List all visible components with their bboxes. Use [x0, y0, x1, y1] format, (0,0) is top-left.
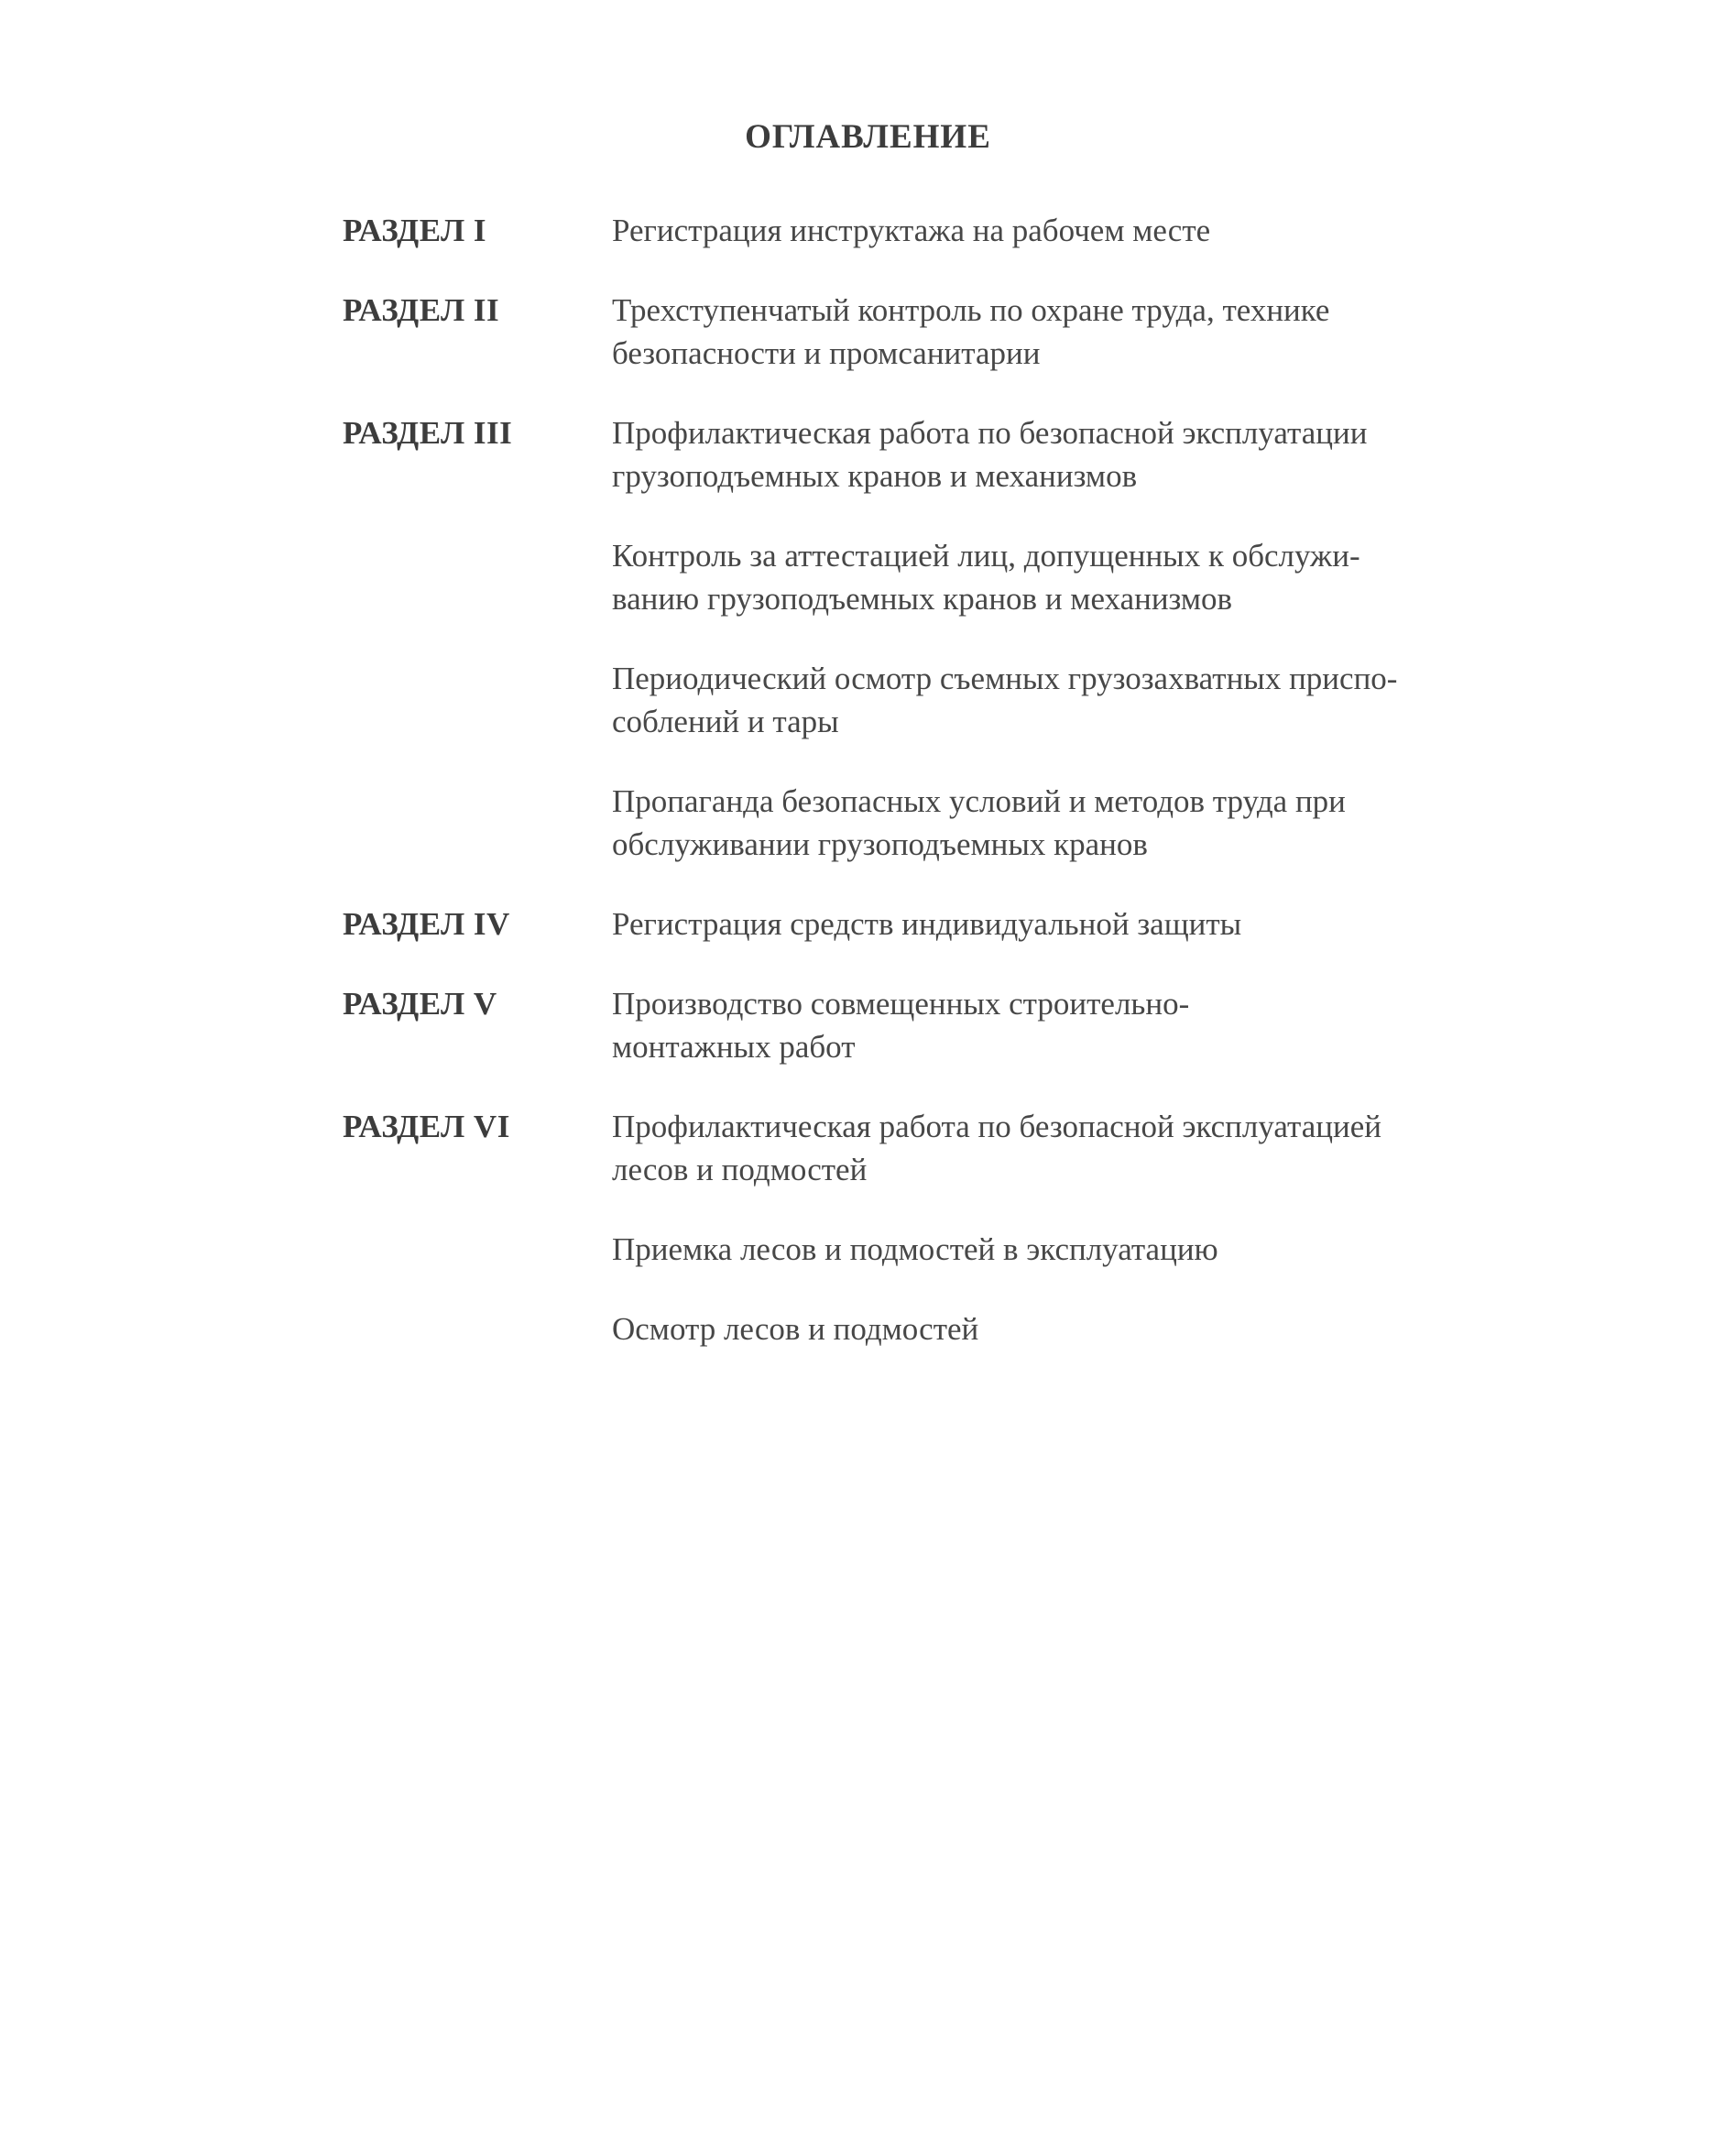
- description-line: грузоподъемных кранов и механизмов: [612, 458, 1138, 494]
- description-line: Производство совмещенных строительно-: [612, 986, 1190, 1022]
- description-line: обслуживании грузоподъемных кранов: [612, 826, 1148, 862]
- toc-entry: [343, 534, 1506, 620]
- section-description: [612, 289, 1506, 375]
- section-description: [612, 209, 1506, 252]
- description-line: Профилактическая работа по безопасной эксплуатацией: [612, 1109, 1381, 1144]
- section-label: РАЗДЕЛ II: [343, 292, 500, 328]
- section-description: [612, 411, 1506, 497]
- description-line: Трехступенчатый контроль по охране труда, технике: [612, 292, 1330, 328]
- toc-entry: [343, 1228, 1506, 1271]
- toc-entry: [343, 657, 1506, 743]
- section-label: РАЗДЕЛ V: [343, 986, 497, 1022]
- section-description: [612, 1307, 1506, 1350]
- toc-entry: [343, 902, 1506, 946]
- description-line: Регистрация средств индивидуальной защиты: [612, 906, 1242, 942]
- toc-list: [343, 209, 1506, 1387]
- description-line: Периодический осмотр съемных грузозахватных приспо-: [612, 661, 1398, 696]
- description-line: соблений и тары: [612, 704, 839, 739]
- section-label: РАЗДЕЛ VI: [343, 1109, 510, 1144]
- description-line: Пропаганда безопасных условий и методов труда при: [612, 783, 1346, 819]
- description-line: Профилактическая работа по безопасной эксплуатации: [612, 415, 1368, 451]
- description-line: монтажных работ: [612, 1029, 856, 1065]
- toc-entry: [343, 411, 1506, 497]
- page-title: ОГЛАВЛЕНИЕ: [745, 118, 991, 156]
- section-description: [612, 1105, 1506, 1191]
- description-line: безопасности и промсанитарии: [612, 335, 1041, 371]
- section-label: РАЗДЕЛ I: [343, 213, 487, 248]
- toc-entry: [343, 982, 1506, 1068]
- section-description: [612, 982, 1506, 1068]
- section-label: РАЗДЕЛ IV: [343, 906, 510, 942]
- section-label: РАЗДЕЛ III: [343, 415, 513, 451]
- toc-entry: [343, 1105, 1506, 1191]
- description-line: Осмотр лесов и подмостей: [612, 1311, 979, 1347]
- section-description: [612, 1228, 1506, 1271]
- toc-entry: [343, 209, 1506, 252]
- description-line: лесов и подмостей: [612, 1152, 868, 1187]
- toc-entry: [343, 1307, 1506, 1350]
- toc-entry: [343, 289, 1506, 375]
- section-description: [612, 534, 1506, 620]
- section-description: [612, 657, 1506, 743]
- description-line: Регистрация инструктажа на рабочем месте: [612, 213, 1211, 248]
- section-description: [612, 780, 1506, 866]
- section-description: [612, 902, 1506, 946]
- description-line: Приемка лесов и подмостей в эксплуатацию: [612, 1231, 1218, 1267]
- description-line: ванию грузоподъемных кранов и механизмов: [612, 581, 1233, 617]
- toc-entry: [343, 780, 1506, 866]
- description-line: Контроль за аттестацией лиц, допущенных к обслужи-: [612, 538, 1360, 574]
